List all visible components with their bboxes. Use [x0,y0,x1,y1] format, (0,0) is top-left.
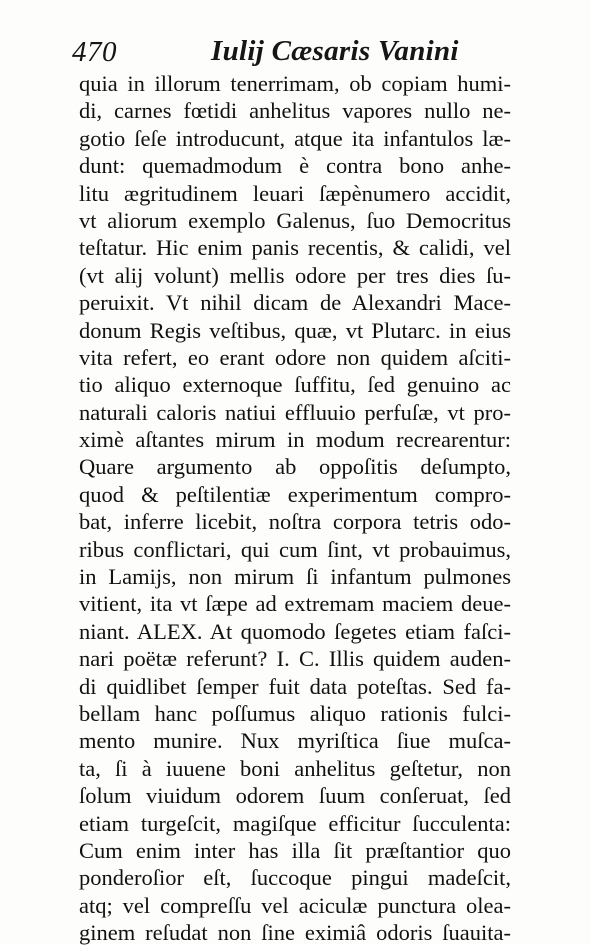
text-line: di quidlibet ſemper fuit data poteſtas. Sed fa- [79,673,511,699]
text-line: quia in illorum tenerrimam, ob copiam humi- [79,71,511,96]
text-line: vita refert, eo erant odore non quidem aſciti- [79,344,511,370]
text-line: bat, inferre licebit, noſtra corpora tetris odo- [79,509,511,535]
running-head: Iulij Cæsaris Vanini [211,35,459,67]
text-line: quod & peſtilentiæ experimentum compro- [79,481,511,507]
page-number: 470 [72,36,117,68]
text-line: ſolum viuidum odorem ſuum conſeruat, ſed [79,783,511,809]
text-line: di, carnes fœtidi anhelitus vapores nullo ne- [79,98,511,124]
text-line: niant. ALEX. At quomodo ſegetes etiam faſci- [79,618,511,644]
text-line: bellam hanc poſſumus aliquo rationis fulci- [79,700,511,726]
text-line: (vt alij volunt) mellis odore per tres dies ſu- [79,262,511,288]
text-line: vt aliorum exemplo Galenus, ſuo Democritus [79,207,511,233]
text-line: etiam turgeſcit, magiſque efficitur ſucculenta: [79,810,511,836]
text-line: teſtatur. Hic enim panis recentis, & calidi, vel [79,235,511,261]
text-line: dunt: quemadmodum è contra bono anhe- [79,153,511,179]
text-line: vitient, ita vt ſæpe ad extremam maciem deue- [79,591,511,617]
page-header [72,30,542,70]
text-line: Quare argumento ab oppoſitis deſumpto, [79,454,511,480]
text-line: donum Regis veſtibus, quæ, vt Plutarc. in eius [79,317,511,343]
text-line: litu ægritudinem leuari ſæpènumero accidit, [79,180,511,206]
text-line: in Lamijs, non mirum ſi infantum pulmones [79,564,511,590]
text-line: ta, ſi à iuuene boni anhelitus geſtetur, non [79,755,511,781]
text-line: ginem reſudat non ſine eximiâ odoris ſuauita- [79,920,511,946]
text-line: peruixit. Vt nihil dicam de Alexandri Mace- [79,290,511,316]
text-line: nari poëtæ referunt? I. C. Illis quidem auden- [79,646,511,672]
text-line: tio aliquo externoque ſuffitu, ſed genuino ac [79,372,511,398]
text-line: naturali caloris natiui effluuio perfuſæ, vt pro- [79,399,511,425]
text-line: ribus conflictari, qui cum ſint, vt probauimus, [79,536,511,562]
text-line: Cum enim inter has illa ſit præſtantior quo [79,837,511,863]
text-line: ponderoſior eſt, ſuccoque pingui madeſcit, [79,865,511,891]
text-line: ximè aſtantes mirum in modum recrearentur: [79,427,511,453]
text-line: atq; vel compreſſu vel aciculæ punctura olea- [79,892,511,918]
text-line: mento munire. Nux myriſtica ſiue muſca- [79,728,511,754]
body-text [79,70,511,947]
text-line: gotio ſeſe introducunt, atque ita infantulos læ- [79,125,511,151]
